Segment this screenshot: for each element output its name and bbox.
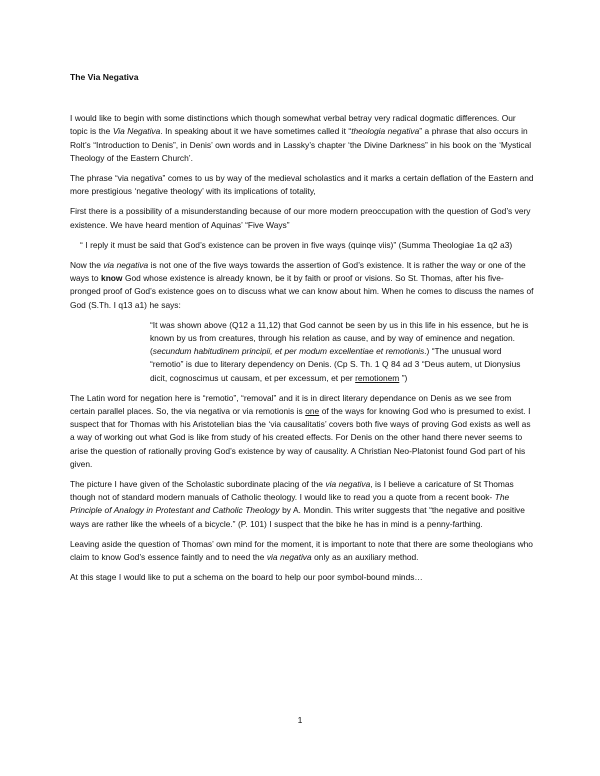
text-run: of the ways for knowing God who is presumed to exist. I suspect that for Thomas with his Aristotelian bias the ‘via causalitatis’ covers both five ways of proving God exists as well as a way of working out what God is like from study of his created effects. For Denis on the other hand there never seems to arise the question of rationally proving God’s existence by way of causality. A Christian Neo-Platonist found God part of his given. <box>70 406 531 469</box>
paragraph-misunderstanding: First there is a possibility of a misunderstanding because of our more modern preoccupation with the question of God’s very existence. We have heard mention of Aquinas’ “Five Ways” <box>70 206 531 230</box>
paragraph-theologians <box>70 538 534 564</box>
text-run: ” a phrase that also occurs in Rolt’s “Introduction to Denis”, in Denis’ own words and in Lassky’s chapter ‘the Divine Darkness” in his book on the ‘Mystical Theology of the Eastern Church’. <box>70 126 532 163</box>
text-run: by A. Mondin. This writer suggests that “the negative and positive ways are rather like the wheels of a bicycle.” (P. 101) I suspect that the bike he has in mind is a penny-farthing. <box>70 505 525 529</box>
paragraph-remotio <box>70 392 534 471</box>
emphasis-text: via negativa <box>325 479 371 490</box>
document-body <box>70 71 534 592</box>
paragraph-schema: At this stage I would like to put a schema on the board to help our poor symbol-bound minds… <box>70 572 423 583</box>
text-run: Now the <box>70 260 104 271</box>
text-run: . In speaking about it we have sometimes called it “ <box>160 126 352 137</box>
quote-five-ways: “ I reply it must be said that God’s existence can be proven in five ways (quinqe viis)” (Summa Theologiae 1a q2 a3) <box>80 239 513 250</box>
underlined-text: one <box>305 406 320 417</box>
emphasis-text: via negativa <box>103 260 149 271</box>
text-run: ”) <box>399 372 408 383</box>
text-run: The Latin word for negation here is “remotio”, “removal” and it is in direct literary dependance on Denis as we see from certain parallel places. So, the via negativa or via remotionis is <box>70 392 512 417</box>
paragraph-intro <box>70 112 534 165</box>
document-title: The Via Negativa <box>70 72 139 82</box>
text-run: is not one of the five ways towards the assertion of God’s existence. It is rather the way or one of the ways to <box>70 260 526 284</box>
text-run: , is I believe a caricature of St Thomas though not of standard modern manuals of Catholic theology. I would like to read you a quote from a recent book- <box>70 479 514 503</box>
underlined-text: remotionem <box>355 372 400 383</box>
text-run: only as an auxiliary method. <box>311 552 419 563</box>
text-run: The picture I have given of the Scholastic subordinate placing of the <box>70 479 326 490</box>
emphasis-text: Via Negativa <box>112 126 161 137</box>
paragraph-five-ways <box>70 259 534 312</box>
block-quote-aquinas <box>150 319 530 385</box>
text-run: “It was shown above (Q12 a 11,12) that God cannot be seen by us in this life in his essence, but he is known by us from creatures, through his relation as cause, and by way of eminence and negation. ( <box>150 319 529 357</box>
emphasis-text: theologia negativa <box>351 126 420 137</box>
text-run: God whose existence is already known, be it by faith or proof or visions. So St. Thomas, after his five- pronged proof of God’s existence goes on to discuss what we can know about him. When he comes to discuss the names of God (S.Th. I q13 a1) he says: <box>70 273 534 310</box>
page-number: 1 <box>297 715 303 725</box>
book-title: The Principle of Analogy in Protestant and Catholic Theology <box>70 492 510 516</box>
paragraph-scholastic <box>70 478 534 531</box>
emphasis-text: via negativa <box>266 552 312 563</box>
paragraph-phrase: The phrase “via negativa” comes to us by way of the medieval scholastics and it marks a certain deflation of the Eastern and more prestigious ‘negative theology’ with its implications of totality, <box>70 173 534 197</box>
text-run: .) “The unusual word “remotio” is due to literary dependency on Denis. (Cp S. Th. 1 Q 84 ad 3 “Deus autem, ut Dionysius dicit, cognoscimus ut causam, et per excessum, et per <box>150 346 521 383</box>
text-run: Leaving aside the question of Thomas’ own mind for the moment, it is important to note that there are some theologians who claim to know God’s essence faintly and to need the <box>70 538 533 563</box>
bold-text: know <box>101 273 123 284</box>
text-run: I would like to begin with some distinctions which though somewhat verbal betray very radical dogmatic differences. Our topic is the <box>70 113 516 137</box>
emphasis-text: secundum habitudinem principii, et per modum excellentiae et remotionis <box>152 346 425 357</box>
